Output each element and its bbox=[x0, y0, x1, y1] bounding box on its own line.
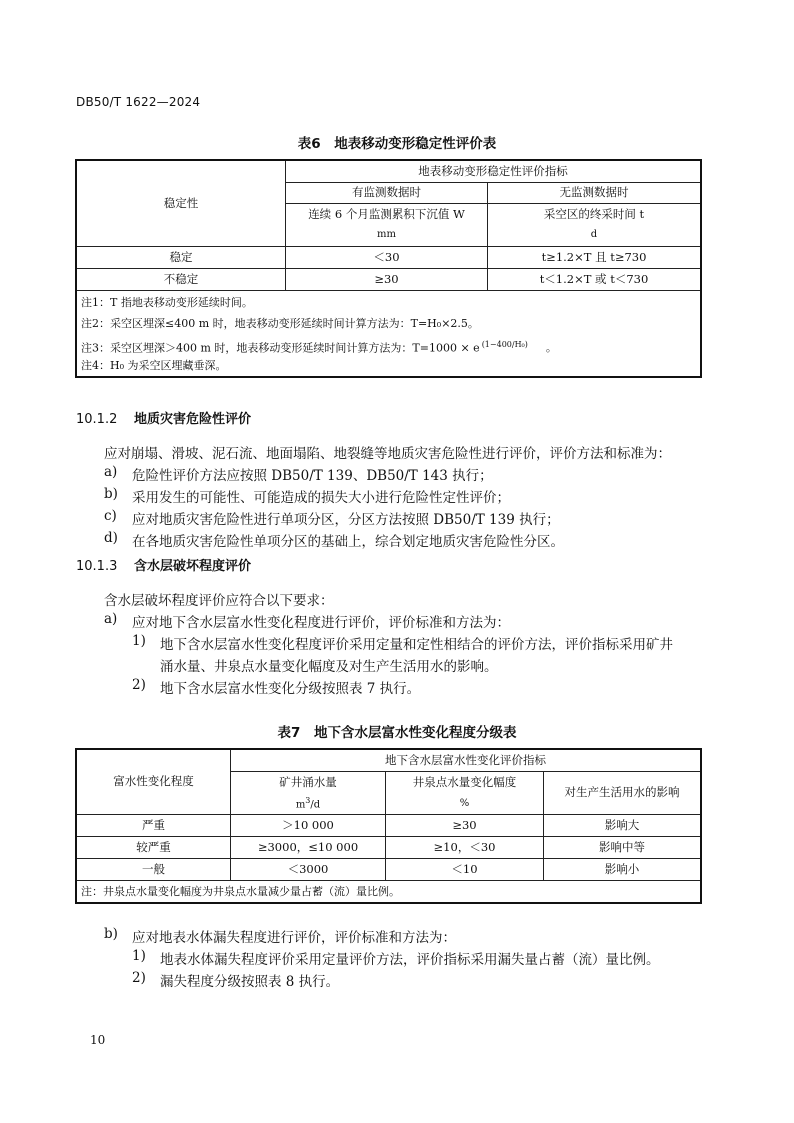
table6-group-header: 地表移动变形稳定性评价指标 bbox=[286, 161, 701, 183]
unit-base: m bbox=[295, 799, 306, 811]
list-item: 应对地下含水层富水性变化程度进行评价，评价标准和方法为： bbox=[132, 615, 510, 631]
table7-col1-unit bbox=[231, 794, 386, 815]
list-item: 危险性评价方法应按照 DB50/T 139、DB50/T 143 执行； bbox=[132, 468, 493, 484]
table-row bbox=[77, 269, 701, 291]
table-row bbox=[77, 815, 701, 837]
table6-cell: t＜1.2×T 或 t＜730 bbox=[488, 269, 701, 291]
unit-superscript: 3 bbox=[305, 796, 311, 806]
table6-cell: 不稳定 bbox=[77, 269, 286, 291]
table7-cell: 影响中等 bbox=[544, 837, 701, 859]
table7-cell: ≥3000，≤10 000 bbox=[231, 837, 386, 859]
table6-col2-param: 采空区的终采时间 t bbox=[488, 204, 701, 225]
table7-cell: ＜3000 bbox=[231, 859, 386, 881]
table6-cell: t≥1.2×T 且 t≥730 bbox=[488, 247, 701, 269]
table7-cell: ≥10，＜30 bbox=[386, 837, 544, 859]
document-id: DB50/T 1622—2024 bbox=[76, 95, 201, 109]
list-item: 地下含水层富水性变化程度评价采用定量和定性相结合的评价方法，评价指标采用矿井 bbox=[160, 637, 673, 653]
table7-note: 注：井泉点水量变化幅度为井泉点水量减少量占蓄（流）量比例。 bbox=[77, 881, 701, 903]
list-marker: d) bbox=[104, 530, 118, 546]
list-item: 应对地表水体漏失程度进行评价，评价标准和方法为： bbox=[132, 930, 456, 946]
table6-note-exponent: (1−400/H₀) bbox=[481, 339, 528, 349]
table7-group-header: 地下含水层富水性变化评价指标 bbox=[231, 750, 701, 772]
list-marker: c) bbox=[104, 508, 117, 524]
table7-col3-header: 对生产生活用水的影响 bbox=[544, 772, 701, 815]
table7-cell: ＞10 000 bbox=[231, 815, 386, 837]
table6-cell: 稳定 bbox=[77, 247, 286, 269]
table6-col2-header: 无监测数据时 bbox=[488, 183, 701, 204]
list-marker: b) bbox=[104, 486, 118, 502]
table-row bbox=[77, 247, 701, 269]
table7-cell: 较严重 bbox=[77, 837, 231, 859]
list-marker: b) bbox=[104, 926, 118, 942]
table7-cell: 一般 bbox=[77, 859, 231, 881]
table7-cell: 影响小 bbox=[544, 859, 701, 881]
list-marker: a) bbox=[104, 464, 118, 480]
list-item: 地下含水层富水性变化分级按照表 7 执行。 bbox=[160, 681, 421, 697]
section-number: 10.1.3 bbox=[76, 559, 118, 574]
table7-cell: ＜10 bbox=[386, 859, 544, 881]
section-number: 10.1.2 bbox=[76, 412, 118, 427]
paragraph: 应对崩塌、滑坡、泥石流、地面塌陷、地裂缝等地质灾害危险性进行评价，评价方法和标准为： bbox=[104, 446, 671, 462]
table7-col2-header: 井泉点水量变化幅度 bbox=[386, 772, 544, 794]
list-marker: 1) bbox=[132, 633, 146, 649]
table6 bbox=[76, 160, 701, 377]
table6-row-header: 稳定性 bbox=[77, 161, 286, 247]
table6-title: 表6 地表移动变形稳定性评价表 bbox=[297, 136, 497, 152]
table6-note-end: 。 bbox=[545, 341, 557, 355]
table7-col1-header: 矿井涌水量 bbox=[231, 772, 386, 794]
table6-col2-unit: d bbox=[488, 225, 701, 247]
list-marker: 1) bbox=[132, 948, 146, 964]
table-row bbox=[77, 837, 701, 859]
table6-note: 注1：T 指地表移动变形延续时间。 bbox=[81, 295, 253, 309]
table7-col2-unit: % bbox=[386, 794, 544, 815]
table6-note-text: 注3：采空区埋深＞400 m 时，地表移动变形延续时间计算方法为：T=1000 × e bbox=[81, 341, 480, 355]
table6-col1-param: 连续 6 个月监测累积下沉值 W bbox=[286, 204, 488, 225]
table6-note: 注2：采空区埋深≤400 m 时，地表移动变形延续时间计算方法为：T=H₀×2.5。 bbox=[81, 316, 479, 330]
list-marker: a) bbox=[104, 611, 118, 627]
list-item: 采用发生的可能性、可能造成的损失大小进行危险性定性评价； bbox=[132, 490, 510, 506]
table7-row-header: 富水性变化程度 bbox=[77, 750, 231, 815]
table7 bbox=[76, 749, 701, 903]
table7-cell: 严重 bbox=[77, 815, 231, 837]
table6-cell: ＜30 bbox=[286, 247, 488, 269]
table7-title: 表7 地下含水层富水性变化程度分级表 bbox=[277, 725, 517, 741]
table6-note: 注4：H₀ 为采空区埋藏垂深。 bbox=[81, 358, 227, 372]
list-item: 在各地质灾害危险性单项分区的基础上，综合划定地质灾害危险性分区。 bbox=[132, 534, 564, 550]
table7-cell: ≥30 bbox=[386, 815, 544, 837]
table6-col1-unit: mm bbox=[286, 225, 488, 247]
section-heading-10-1-3 bbox=[76, 555, 251, 574]
unit-tail: /d bbox=[310, 799, 321, 811]
list-marker: 2) bbox=[132, 970, 146, 986]
table6-col1-header: 有监测数据时 bbox=[286, 183, 488, 204]
section-title: 含水层破坏程度评价 bbox=[134, 559, 252, 574]
list-item: 漏失程度分级按照表 8 执行。 bbox=[160, 974, 340, 990]
list-item-continuation: 涌水量、井泉点水量变化幅度及对生产生活用水的影响。 bbox=[160, 659, 498, 675]
list-item: 应对地质灾害危险性进行单项分区，分区方法按照 DB50/T 139 执行； bbox=[132, 512, 560, 528]
section-title: 地质灾害危险性评价 bbox=[134, 412, 252, 427]
list-marker: 2) bbox=[132, 677, 146, 693]
page-number: 10 bbox=[90, 1033, 106, 1047]
table6-notes bbox=[77, 291, 701, 377]
table-row bbox=[77, 859, 701, 881]
table7-cell: 影响大 bbox=[544, 815, 701, 837]
table6-note-3 bbox=[81, 334, 700, 355]
list-item: 地表水体漏失程度评价采用定量评价方法，评价指标采用漏失量占蓄（流）量比例。 bbox=[160, 952, 660, 968]
table6-cell: ≥30 bbox=[286, 269, 488, 291]
section-heading-10-1-2 bbox=[76, 408, 251, 427]
paragraph: 含水层破坏程度评价应符合以下要求： bbox=[104, 593, 334, 609]
